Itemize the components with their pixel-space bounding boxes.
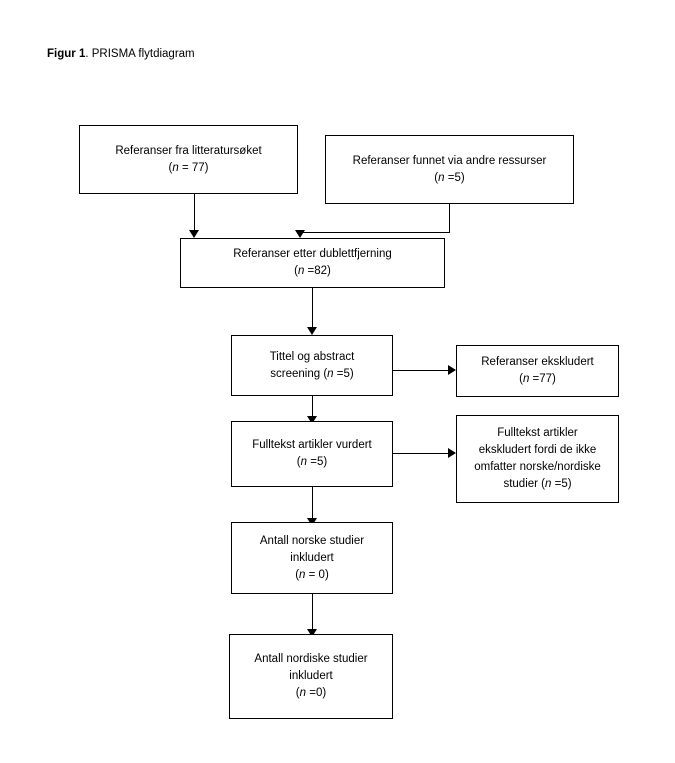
box-line: Fulltekst artikler vurdert	[252, 439, 372, 451]
box-line: studier (n =5)	[503, 478, 572, 490]
box-line: Referanser funnet via andre ressurser	[352, 154, 547, 167]
box-records-after-duplicates-removed	[180, 238, 445, 288]
box-line: Referanser etter dublettfjerning	[233, 248, 392, 260]
box-line: screening (n =5)	[270, 367, 354, 380]
connector-norwegian-to-nordic-line	[312, 594, 313, 632]
box-line: omfatter norske/nordiske	[474, 461, 601, 473]
box-line: (n =5)	[296, 456, 328, 468]
box-line: Referanser ekskludert	[481, 356, 594, 368]
box-norwegian-studies-included	[231, 522, 393, 594]
box-line: Antall norske studier	[259, 534, 365, 547]
box-line: inkludert	[290, 551, 334, 564]
connector-other-to-dedup-arrow	[295, 230, 305, 238]
connector-screening-to-excluded-arrow	[448, 365, 456, 375]
box-records-from-literature-search	[79, 125, 298, 194]
connector-fulltext-to-excluded-arrow	[448, 448, 456, 458]
figure-caption	[47, 47, 195, 61]
connector-other-to-dedup-hline	[300, 232, 450, 233]
box-line: Referanser fra litteratursøket	[115, 144, 262, 157]
box-line: Antall nordiske studier	[254, 653, 368, 665]
box-nordic-studies-included	[229, 634, 393, 719]
connector-db-to-dedup-arrow	[189, 230, 199, 238]
box-line: (n =77)	[519, 373, 556, 385]
box-title-abstract-screening	[231, 335, 393, 396]
connector-fulltext-to-excluded-line	[393, 453, 450, 454]
box-line: (n = 0)	[295, 568, 329, 581]
box-line: Tittel og abstract	[269, 350, 355, 363]
box-line: Fulltekst artikler	[497, 427, 578, 439]
box-records-other-sources	[325, 135, 574, 204]
connector-screening-to-excluded-line	[393, 370, 450, 371]
box-fulltext-articles-assessed	[231, 421, 393, 487]
box-fulltext-articles-excluded	[456, 415, 619, 503]
connector-other-to-dedup-vline	[449, 204, 450, 232]
box-line: inkludert	[289, 670, 333, 682]
box-line: (n =82)	[294, 265, 331, 277]
box-line: ekskludert fordi de ikke	[478, 444, 597, 456]
connector-fulltext-to-included-line	[312, 487, 313, 521]
figure-caption-label: Figur 1	[47, 48, 86, 60]
figure-caption-text: . PRISMA flytdiagram	[85, 48, 195, 60]
connector-db-to-dedup-line	[194, 194, 195, 232]
box-line: (n =0)	[295, 687, 327, 699]
box-line: (n = 77)	[168, 161, 209, 174]
box-line: (n =5)	[434, 171, 465, 184]
box-records-excluded	[456, 345, 619, 397]
connector-dedup-to-screening-arrow	[307, 327, 317, 335]
connector-dedup-to-screening-line	[312, 288, 313, 330]
